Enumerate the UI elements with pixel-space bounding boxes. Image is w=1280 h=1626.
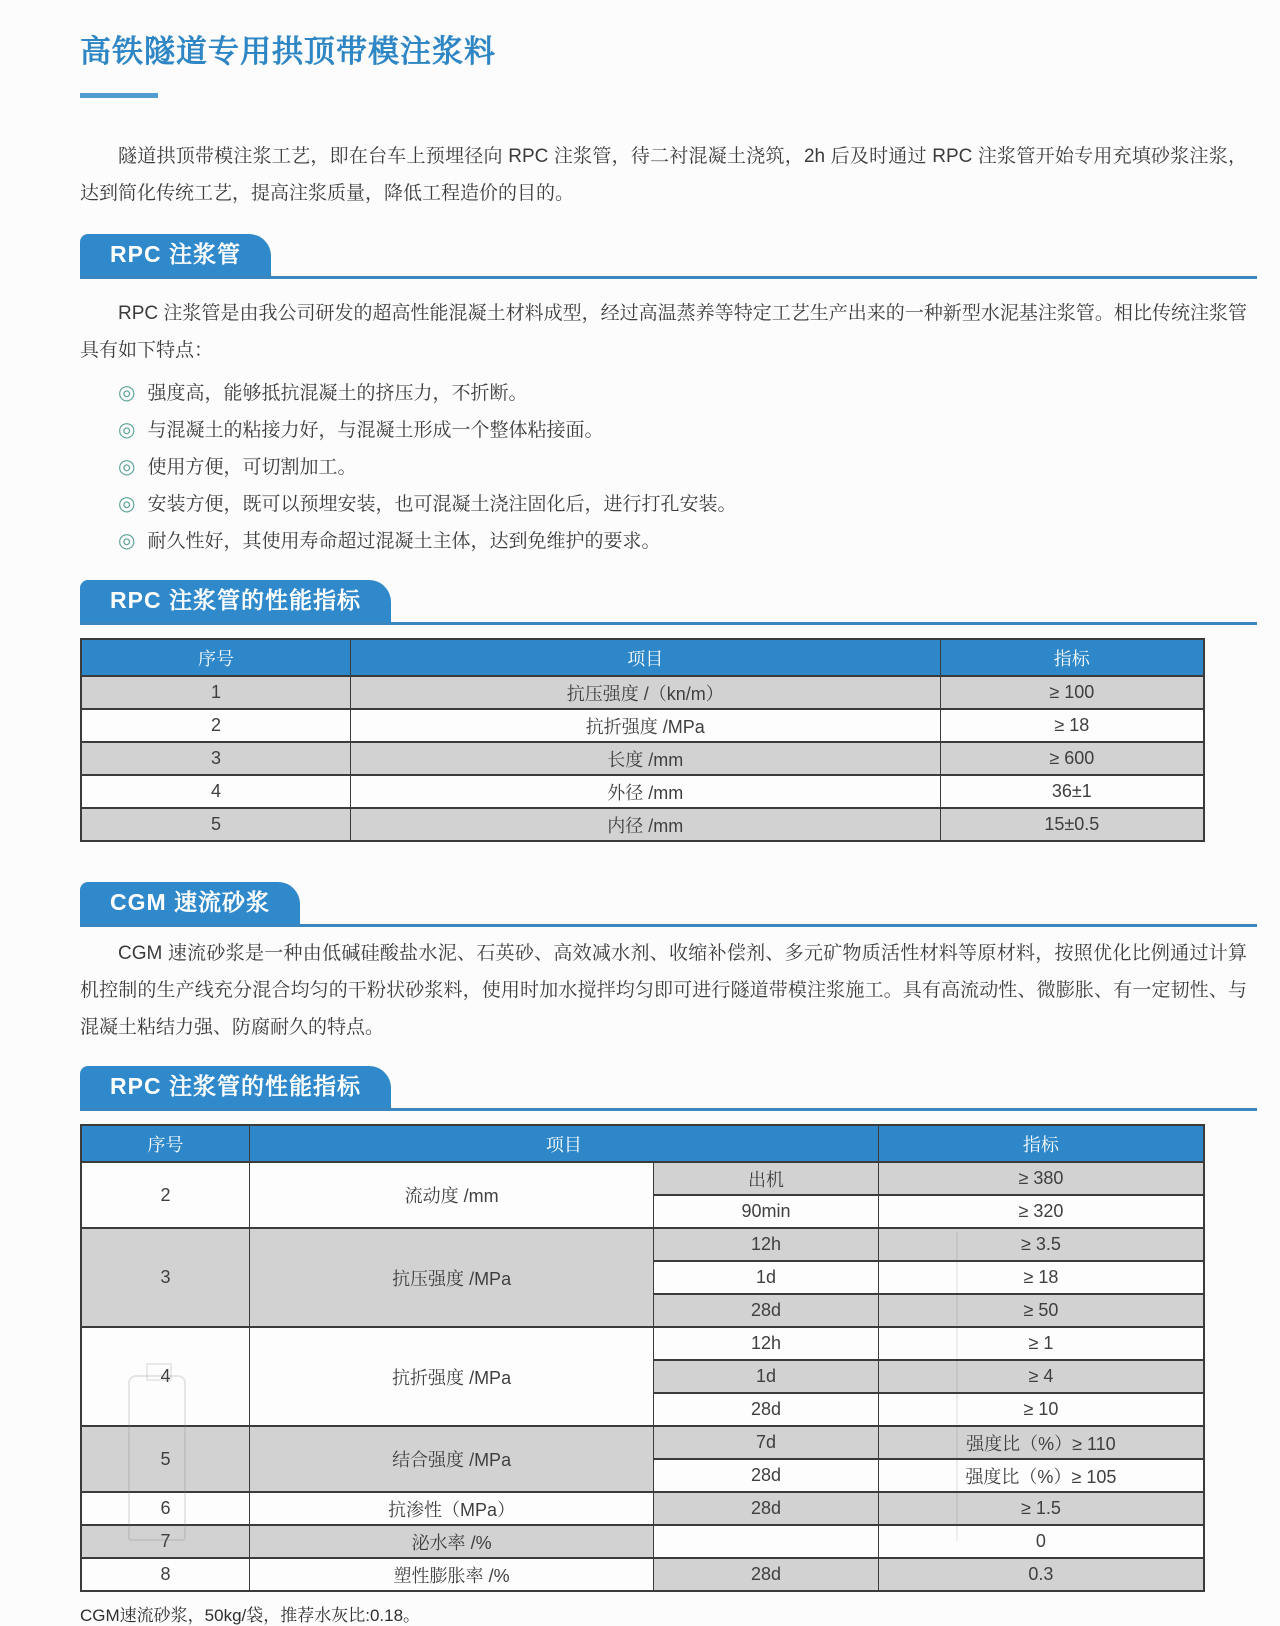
- cell-age: 1d: [654, 1261, 879, 1294]
- cgm-description: CGM 速流砂浆是一种由低碱硅酸盐水泥、石英砂、高效减水剂、收缩补偿剂、多元矿物质活性材料等原材料，按照优化比例通过计算机控制的生产线充分混合均匀的干粉状砂浆料，使用时加水搅拌均匀即可进行隧道带模注浆施工。具有高流动性、微膨胀、有一定韧性、与混凝土粘结力强、防腐耐久的特点。: [80, 943, 1247, 1038]
- column-header-index: 指标: [878, 1125, 1204, 1162]
- feature-text: 与混凝土的粘接力好，与混凝土形成一个整体粘接面。: [147, 420, 604, 441]
- section-head-rpc-table: [80, 580, 1257, 625]
- cell-value: 强度比（%）≥ 105: [878, 1459, 1204, 1492]
- cell-age: 90min: [654, 1195, 879, 1228]
- cell-item: 塑性膨胀率 /%: [249, 1558, 653, 1591]
- cell-seq: 4: [81, 775, 351, 808]
- page-title: 高铁隧道专用拱顶带模注浆料: [80, 34, 496, 69]
- feature-text: 使用方便，可切割加工。: [147, 457, 357, 478]
- cell-value: ≥ 3.5: [878, 1228, 1204, 1261]
- cell-seq: 3: [81, 742, 351, 775]
- cell-age: 12h: [654, 1228, 879, 1261]
- table-row: [81, 1492, 1204, 1525]
- table-row: [81, 742, 1204, 775]
- cell-seq: 5: [81, 808, 351, 841]
- cell-item: 泌水率 /%: [249, 1525, 653, 1558]
- table-row: [81, 709, 1204, 742]
- section-head-cgm-table: [80, 1066, 1257, 1111]
- rpc-description: RPC 注浆管是由我公司研发的超高性能混凝土材料成型，经过高温蒸养等特定工艺生产出来的一种新型水泥基注浆管。相比传统注浆管具有如下特点：: [80, 303, 1247, 361]
- cgm-performance-table: [80, 1124, 1205, 1592]
- cell-value: ≥ 10: [878, 1393, 1204, 1426]
- table-row: [81, 1558, 1204, 1591]
- cell-age: 28d: [654, 1393, 879, 1426]
- cell-value: ≥ 4: [878, 1360, 1204, 1393]
- cell-seq: 7: [81, 1525, 249, 1558]
- cell-item: 结合强度 /MPa: [249, 1426, 653, 1492]
- cell-age: 12h: [654, 1327, 879, 1360]
- footnote: CGM速流砂浆，50kg/袋，推荐水灰比:0.18。: [80, 1606, 421, 1625]
- cell-seq: 3: [81, 1228, 249, 1327]
- section-banner-cgm-table: RPC 注浆管的性能指标: [80, 1066, 391, 1108]
- feature-text: 耐久性好，其使用寿命超过混凝土主体，达到免维护的要求。: [147, 531, 661, 552]
- cell-value: ≥ 1: [878, 1327, 1204, 1360]
- table-header-row: [81, 1125, 1204, 1162]
- cell-value: 0.3: [878, 1558, 1204, 1591]
- table-row: [81, 1426, 1204, 1459]
- cell-age: 28d: [654, 1558, 879, 1591]
- column-header-seq: 序号: [81, 1125, 249, 1162]
- table-row: [81, 775, 1204, 808]
- column-header-index: 指标: [940, 639, 1204, 676]
- table-row: [81, 1525, 1204, 1558]
- table-row: [81, 1162, 1204, 1195]
- cell-seq: 6: [81, 1492, 249, 1525]
- cell-age: 出机: [654, 1162, 879, 1195]
- cell-value: ≥ 18: [878, 1261, 1204, 1294]
- feature-item: [118, 449, 1280, 486]
- feature-item: [118, 486, 1280, 523]
- cell-value: ≥ 1.5: [878, 1492, 1204, 1525]
- double-circle-bullet-icon: ◎: [118, 530, 136, 552]
- cell-age: [654, 1525, 879, 1558]
- cell-item: 流动度 /mm: [249, 1162, 653, 1228]
- cell-age: 7d: [654, 1426, 879, 1459]
- section-head-rpc: [80, 234, 1257, 279]
- cell-item: 长度 /mm: [351, 742, 941, 775]
- table-row: [81, 676, 1204, 709]
- cell-item: 抗折强度 /MPa: [351, 709, 941, 742]
- cell-value: 36±1: [940, 775, 1204, 808]
- cell-value: ≥ 600: [940, 742, 1204, 775]
- table-row: [81, 1327, 1204, 1360]
- cell-value: ≥ 50: [878, 1294, 1204, 1327]
- feature-item: [118, 523, 1280, 560]
- cell-seq: 4: [81, 1327, 249, 1426]
- cell-value: ≥ 320: [878, 1195, 1204, 1228]
- column-header-seq: 序号: [81, 639, 351, 676]
- cell-seq: 8: [81, 1558, 249, 1591]
- cell-age: 28d: [654, 1492, 879, 1525]
- cell-item: 抗压强度 /MPa: [249, 1228, 653, 1327]
- cell-age: 28d: [654, 1294, 879, 1327]
- cell-age: 28d: [654, 1459, 879, 1492]
- double-circle-bullet-icon: ◎: [118, 419, 136, 441]
- title-underline: [80, 93, 158, 98]
- cell-seq: 1: [81, 676, 351, 709]
- section-head-cgm: [80, 882, 1257, 927]
- table-row: [81, 808, 1204, 841]
- cell-value: 0: [878, 1525, 1204, 1558]
- feature-text: 安装方便，既可以预埋安装，也可混凝土浇注固化后，进行打孔安装。: [147, 494, 737, 515]
- intro-paragraph: 隧道拱顶带模注浆工艺，即在台车上预埋径向 RPC 注浆管，待二衬混凝土浇筑，2h 后及时通过 RPC 注浆管开始专用充填砂浆注浆，达到简化传统工艺，提高注浆质量，降低工程造价的目的。: [80, 146, 1247, 204]
- feature-item: [118, 375, 1280, 412]
- feature-item: [118, 412, 1280, 449]
- cell-value: ≥ 100: [940, 676, 1204, 709]
- feature-text: 强度高，能够抵抗混凝土的挤压力，不折断。: [147, 383, 528, 404]
- double-circle-bullet-icon: ◎: [118, 456, 136, 478]
- column-header-item: 项目: [351, 639, 941, 676]
- cell-item: 外径 /mm: [351, 775, 941, 808]
- cell-item: 抗压强度 /（kn/m）: [351, 676, 941, 709]
- cell-seq: 2: [81, 709, 351, 742]
- cell-value: ≥ 380: [878, 1162, 1204, 1195]
- double-circle-bullet-icon: ◎: [118, 493, 136, 515]
- table-row: [81, 1228, 1204, 1261]
- cell-age: 1d: [654, 1360, 879, 1393]
- section-banner-rpc: RPC 注浆管: [80, 234, 271, 276]
- section-banner-rpc-table: RPC 注浆管的性能指标: [80, 580, 391, 622]
- cell-value: 15±0.5: [940, 808, 1204, 841]
- table-header-row: [81, 639, 1204, 676]
- cell-seq: 5: [81, 1426, 249, 1492]
- cell-seq: 2: [81, 1162, 249, 1228]
- rpc-feature-list: [80, 375, 1280, 560]
- cell-item: 抗渗性（MPa）: [249, 1492, 653, 1525]
- double-circle-bullet-icon: ◎: [118, 382, 136, 404]
- column-header-item: 项目: [249, 1125, 878, 1162]
- section-banner-cgm: CGM 速流砂浆: [80, 882, 300, 924]
- cell-value: ≥ 18: [940, 709, 1204, 742]
- cell-item: 内径 /mm: [351, 808, 941, 841]
- cell-value: 强度比（%）≥ 110: [878, 1426, 1204, 1459]
- cell-item: 抗折强度 /MPa: [249, 1327, 653, 1426]
- rpc-performance-table: [80, 638, 1205, 842]
